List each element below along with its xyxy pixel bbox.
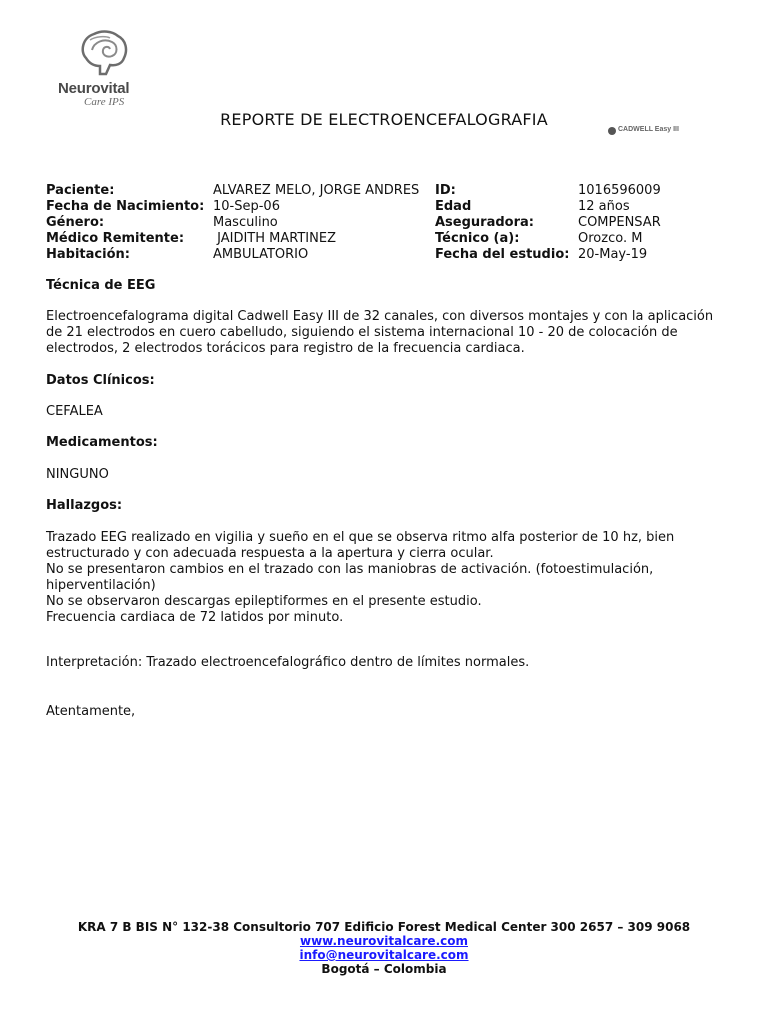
info-row (46, 183, 726, 199)
info-row (46, 231, 726, 247)
info-label: Médico Remitente: (46, 231, 185, 246)
footer-address: KRA 7 B BIS N° 132-38 Consultorio 707 Edificio Forest Medical Center 300 2657 – 309 9068 (77, 920, 691, 934)
logo-name: Neurovital (58, 80, 130, 97)
equipment-stamp (608, 126, 684, 136)
info-label: Género: (46, 215, 105, 230)
stamp-text: CADWELL Easy III (618, 126, 679, 133)
info-value: 10-Sep-06 (213, 199, 280, 214)
hallazgos-line: No se presentaron cambios en el trazado con las maniobras de activación. (fotoestimulación, hiperventilación) (46, 562, 654, 593)
footer (0, 920, 768, 976)
logo-subtitle: Care IPS (84, 96, 125, 108)
info-value: 1016596009 (578, 183, 661, 198)
info-label: Fecha de Nacimiento: (46, 199, 205, 214)
hallazgos-line: Trazado EEG realizado en vigilia y sueño en el que se observa ritmo alfa posterior de 10 hz, bien estructurado y con adecuada respuesta a la apertura y cierra ocular. (46, 530, 675, 561)
clinicos-heading: Datos Clínicos: (46, 373, 155, 388)
info-label: Edad (435, 199, 472, 214)
info-label: Fecha del estudio: (435, 247, 570, 262)
neurovital-logo (58, 28, 148, 116)
email-link[interactable]: info@neurovitalcare.com (299, 948, 469, 962)
closing-text: Atentamente, (46, 704, 136, 719)
info-value: Masculino (213, 215, 278, 230)
info-label: ID: (435, 183, 456, 198)
info-label: Paciente: (46, 183, 115, 198)
info-value: JAIDITH MARTINEZ (213, 231, 336, 246)
hallazgos-text (46, 530, 676, 626)
stamp-icon (608, 127, 616, 135)
info-row (46, 247, 726, 263)
hallazgos-line: No se observaron descargas epileptiformes en el presente estudio. (46, 594, 482, 609)
tecnica-text: Electroencefalograma digital Cadwell Easy III de 32 canales, con diversos montajes y con la aplicación de 21 electrodos en cuero cabelludo, siguiendo el sistema internacional 10 - 20 de colocación de electrodos, 2 electrodos torácicos para registro de la frecuencia cardiaca. (46, 309, 714, 356)
report-title: REPORTE DE ELECTROENCEFALOGRAFIA (220, 110, 548, 129)
info-value: 12 años (578, 199, 630, 214)
info-value: AMBULATORIO (213, 247, 309, 262)
info-value: ALVAREZ MELO, JORGE ANDRES (213, 183, 420, 198)
hallazgos-heading: Hallazgos: (46, 498, 123, 513)
info-value: Orozco. M (578, 231, 643, 246)
tecnica-heading: Técnica de EEG (46, 278, 156, 293)
hallazgos-line: Frecuencia cardiaca de 72 latidos por minuto. (46, 610, 344, 625)
info-label: Aseguradora: (435, 215, 534, 230)
medicamentos-heading: Medicamentos: (46, 435, 158, 450)
info-label: Habitación: (46, 247, 130, 262)
interpretacion-text: Interpretación: Trazado electroencefalográfico dentro de límites normales. (46, 655, 530, 670)
clinicos-text: CEFALEA (46, 404, 103, 419)
info-value: 20-May-19 (578, 247, 648, 262)
info-row (46, 199, 726, 215)
footer-city: Bogotá – Colombia (321, 962, 447, 976)
info-label: Técnico (a): (435, 231, 520, 246)
website-link[interactable]: www.neurovitalcare.com (299, 934, 468, 948)
brain-logo-icon (76, 28, 132, 80)
info-row (46, 215, 726, 231)
medicamentos-text: NINGUNO (46, 467, 109, 482)
info-value: COMPENSAR (578, 215, 661, 230)
patient-info (46, 183, 726, 263)
